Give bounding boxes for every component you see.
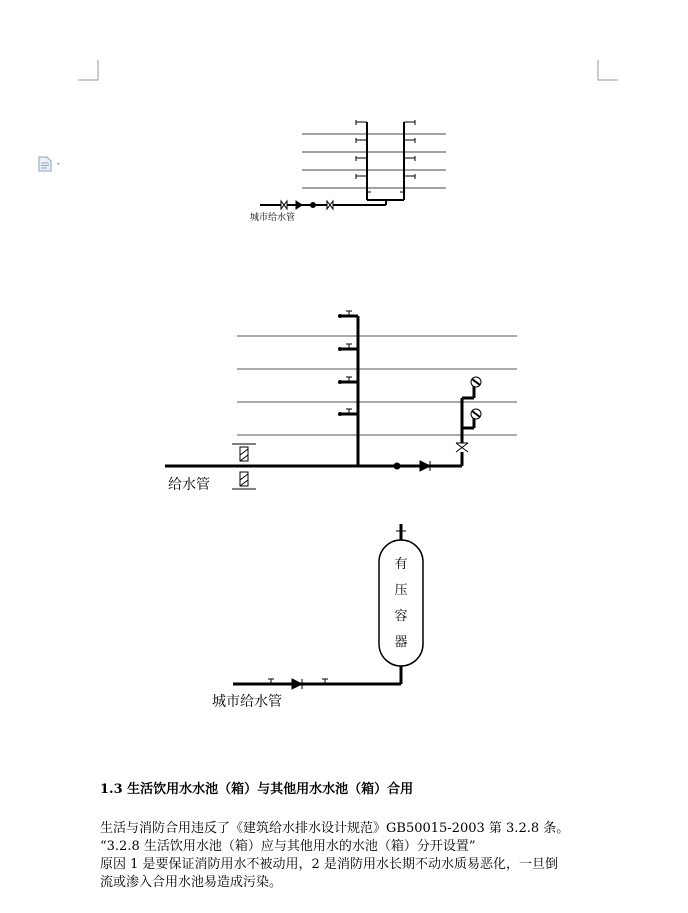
figure-1-inlet-label: 城市给水管: [250, 213, 296, 223]
figure-2-inlet-label: 给水管: [168, 477, 210, 493]
paragraph-line-2: “3.2.8 生活饮用水池（箱）应与其他用水的水池（箱）分开设置”: [100, 839, 476, 854]
vessel-label-char-1: 有: [394, 557, 408, 572]
section-paragraph: [100, 820, 610, 892]
vessel-label-char-2: 压: [394, 583, 408, 598]
paragraph-line-3: 原因 1 是要保证消防用水不被动用，2 是消防用水长期不动水质易恶化，一旦倒: [100, 857, 558, 872]
paragraph-line-4: 流或渗入合用水池易造成污染。: [100, 875, 283, 890]
section-heading: 1.3 生活饮用水水池（箱）与其他用水水池（箱）合用: [100, 782, 414, 797]
vessel-label-char-3: 容: [394, 609, 408, 624]
figure-3-inlet-label: 城市给水管: [212, 694, 282, 710]
vessel-label-char-4: 器: [394, 635, 408, 650]
paragraph-line-1: 生活与消防合用违反了《建筑给水排水设计规范》GB50015-2003 第 3.2.8 条。: [100, 821, 570, 836]
